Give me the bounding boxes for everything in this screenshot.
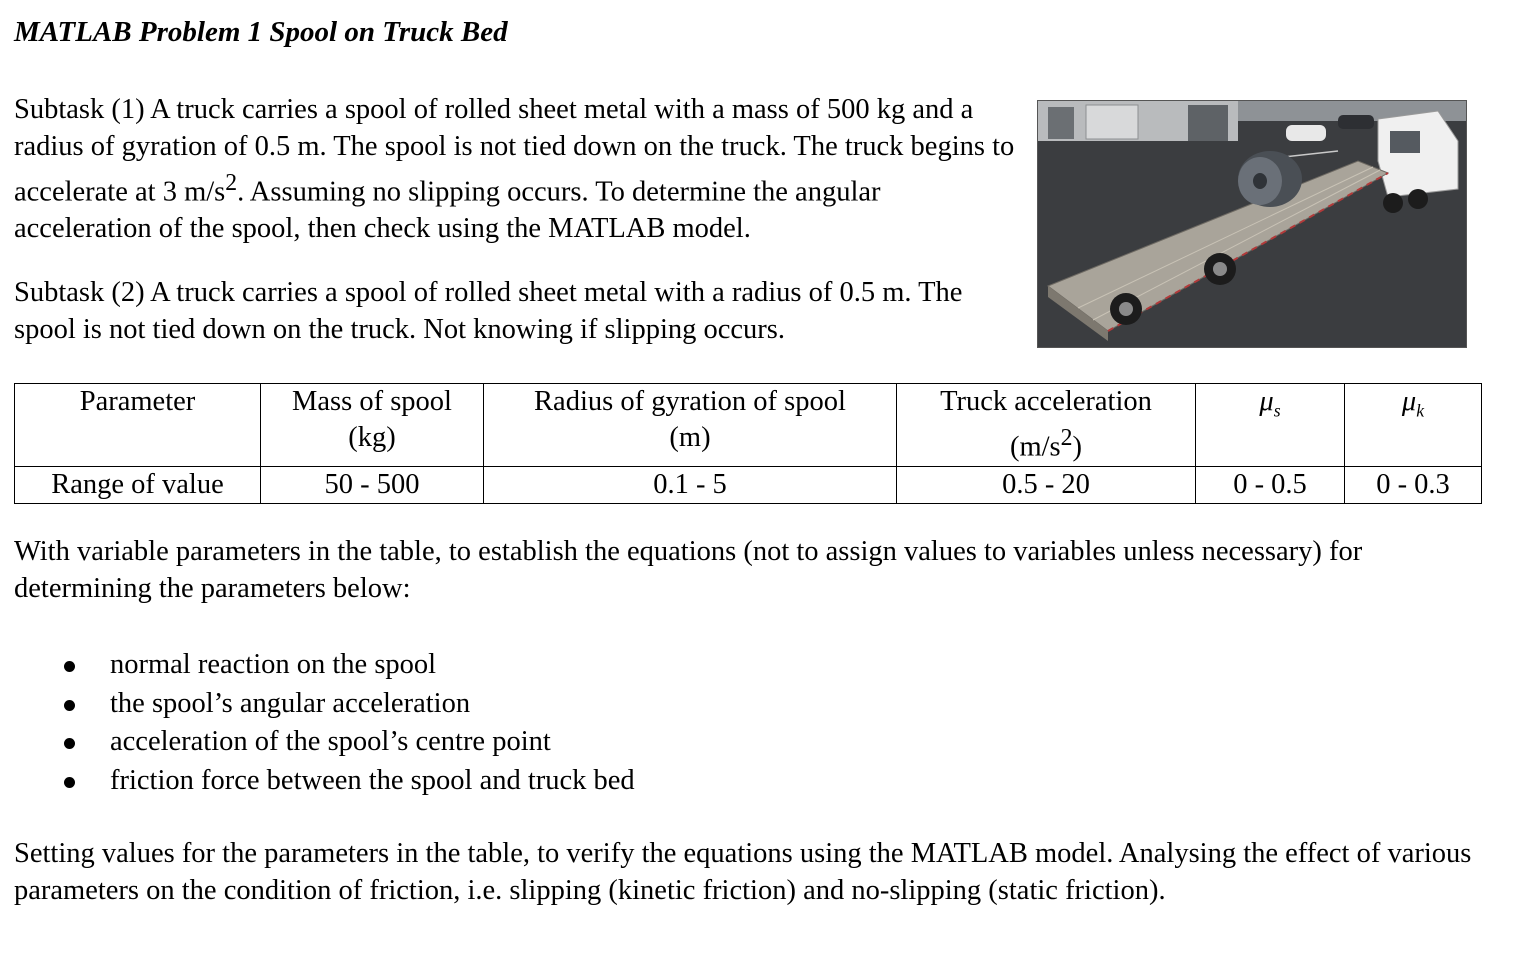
superscript: 2 [225,170,238,196]
header-radius-line2: (m) [669,422,711,453]
truck-spool-photo [1037,100,1467,348]
spool-core [1253,173,1267,189]
parameter-list [60,646,635,800]
list-item-text: acceleration of the spool’s centre point [110,726,551,757]
parameter-table [14,383,1482,504]
header-mass-line2: (kg) [348,422,396,453]
header-mu-s [1196,384,1345,467]
value-acceleration: 0.5 - 20 [897,466,1196,503]
list-item-text: friction force between the spool and truck bed [110,764,635,796]
value-radius: 0.1 - 5 [484,466,897,503]
mu-symbol: μ [1401,386,1417,417]
list-item [60,646,635,685]
closing-text: Setting values for the parameters in the table, to verify the equations using the MATLAB model. Analysing the effect of various parameters on the condition of friction, i.e. slipping (kinetic friction) and no-slipping (static friction). [14,838,1472,906]
table-value-row [15,466,1482,503]
header-accel-line2a: (m/s [1009,431,1061,463]
header-radius-line1: Radius of gyration of spool [534,386,846,417]
header-radius [484,384,897,467]
subtask-1-text-a: Subtask (1) A truck carries a spool of rolled sheet metal with a mass of 500 kg and a radius of gyration of 0.5 m. The spool is not tied down on the truck. The truck begins to accelerate at 3 m/s [14,94,1015,208]
background-car [1338,115,1374,129]
superscript: 2 [1060,425,1073,451]
bullet-icon [64,700,75,711]
list-item-text: the spool’s angular acceleration [110,687,471,719]
table-header-row [15,384,1482,467]
bullet-icon [64,777,75,788]
bullet-icon [64,661,75,672]
background-car [1286,125,1326,141]
page-title: MATLAB Problem 1 Spool on Truck Bed [14,16,508,48]
mu-k-subscript: k [1416,400,1425,421]
garage-door [1086,105,1138,139]
subtask-1-text-b: . Assuming no slipping occurs. To determine the angular acceleration of the spool, then check using the MATLAB model. [14,176,881,244]
building-doorway [1188,105,1228,141]
header-parameter: Parameter [15,384,261,467]
value-mu-k: 0 - 0.3 [1345,466,1482,503]
value-mass: 50 - 500 [261,466,484,503]
list-item [60,723,635,762]
truck-cab [1378,111,1458,197]
cab-wheel [1408,189,1428,209]
mu-s-subscript: s [1273,400,1281,421]
intro-text: With variable parameters in the table, to establish the equations (not to assign values to variables unless necessary) for determining the parameters below: [14,536,1363,604]
header-mass-line1: Mass of spool [292,386,452,417]
building-window [1048,107,1074,139]
value-mu-s: 0 - 0.5 [1196,466,1345,503]
header-acceleration [897,384,1196,467]
list-item-text: normal reaction on the spool [110,649,437,680]
list-item [60,685,635,724]
truck-photo-illustration [1038,101,1467,348]
header-accel-line1: Truck acceleration [940,386,1152,417]
trailer-hub [1213,262,1227,276]
mu-symbol: μ [1259,386,1274,417]
subtask-2-text: Subtask (2) A truck carries a spool of rolled sheet metal with a radius of 0.5 m. The spool is not tied down on the truck. Not knowing if slipping occurs. [14,277,963,345]
trailer-hub [1119,302,1133,316]
row-label: Range of value [15,466,261,503]
header-mu-k [1345,384,1482,467]
bullet-icon [64,738,75,749]
subtask-1-text [14,92,1024,248]
list-item [60,762,635,801]
header-mass [261,384,484,467]
cab-window [1390,131,1420,153]
header-accel-line2b: ) [1072,431,1083,463]
cab-wheel [1383,193,1403,213]
